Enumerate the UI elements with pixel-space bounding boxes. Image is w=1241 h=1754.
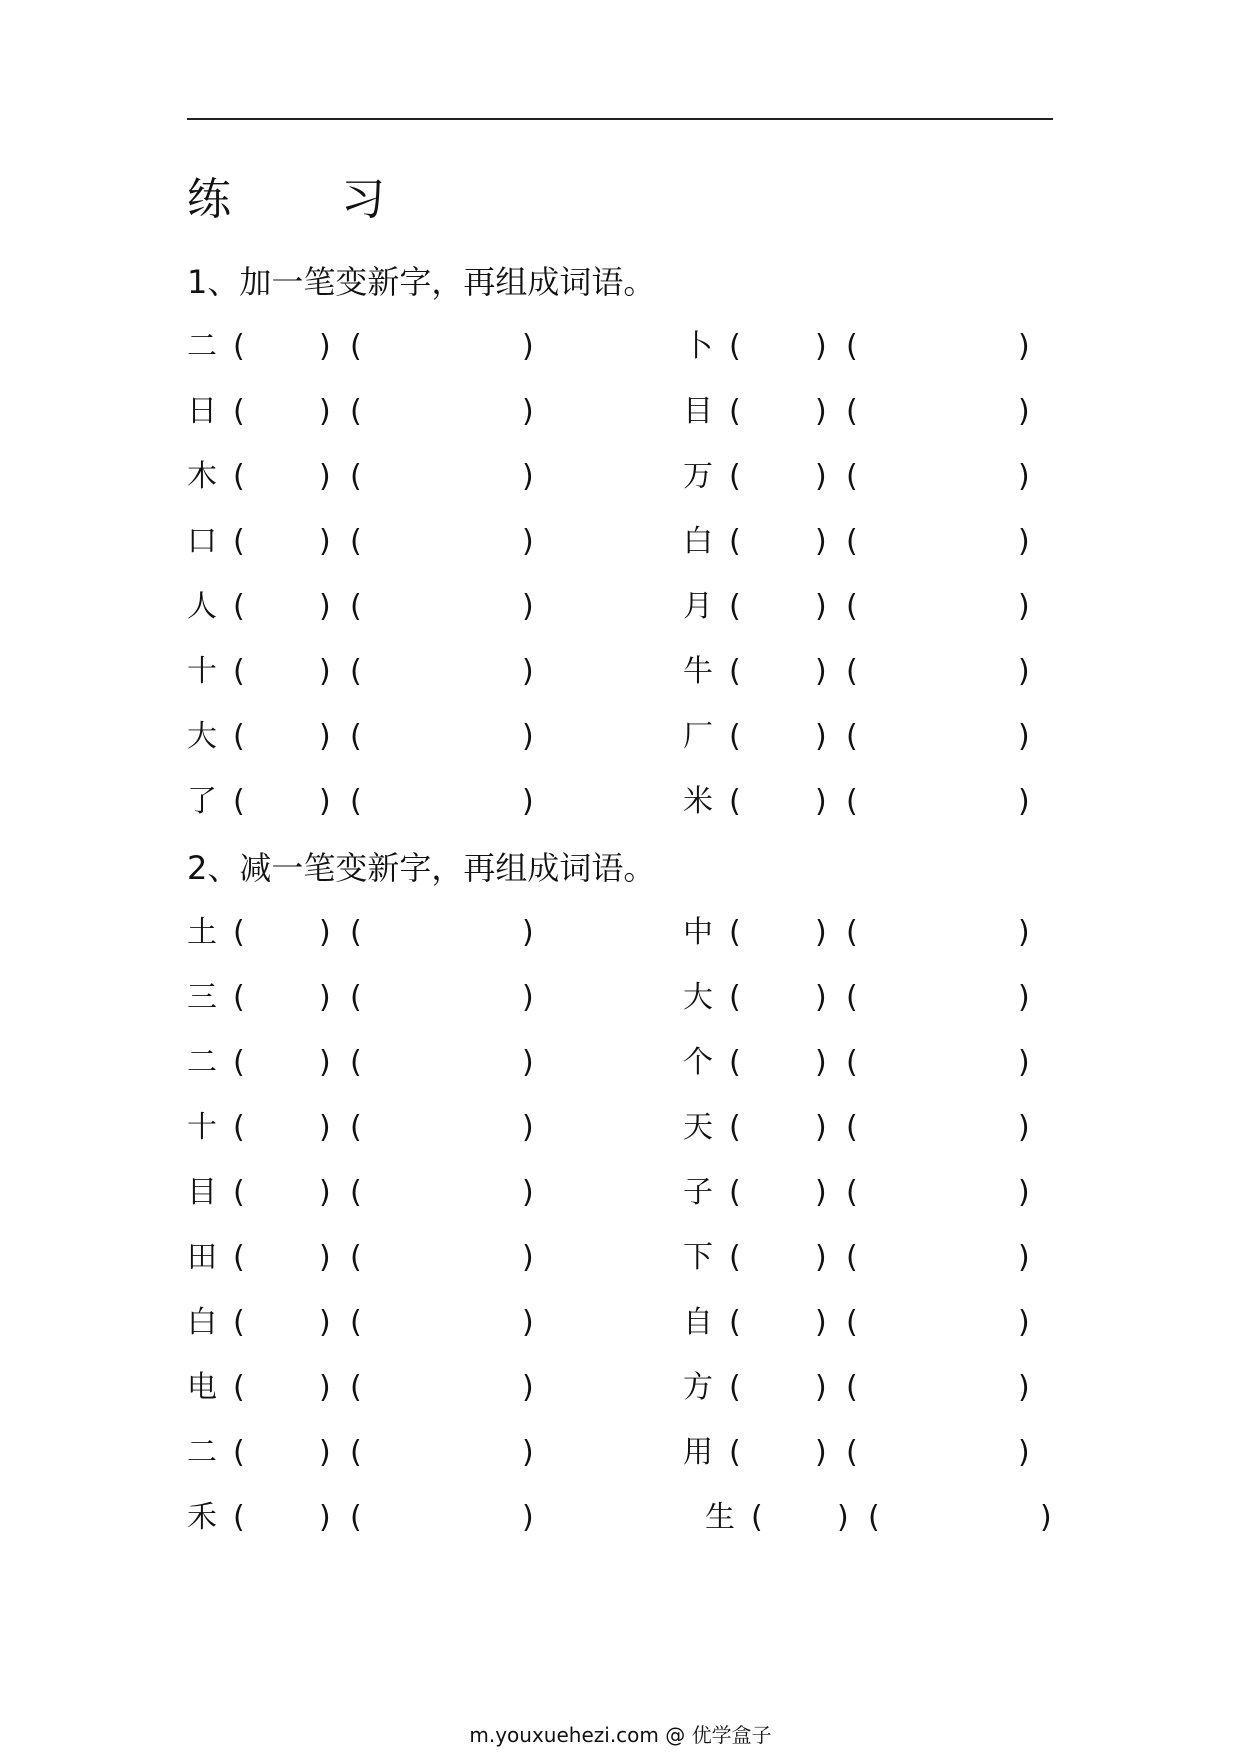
base-character: 牛 bbox=[683, 654, 713, 689]
close-bracket: ) bbox=[1018, 459, 1030, 494]
close-bracket: ) bbox=[522, 1500, 534, 1535]
open-bracket: ( bbox=[729, 1240, 741, 1275]
close-bracket: ) bbox=[319, 459, 331, 494]
base-character: 个 bbox=[683, 1045, 713, 1080]
close-bracket: ) bbox=[1018, 1045, 1030, 1080]
open-bracket: ( bbox=[846, 915, 858, 950]
open-bracket: ( bbox=[233, 719, 245, 754]
open-bracket: ( bbox=[729, 719, 741, 754]
close-bracket: ) bbox=[522, 1305, 534, 1340]
close-bracket: ) bbox=[522, 1370, 534, 1405]
open-bracket: ( bbox=[233, 524, 245, 559]
open-bracket: ( bbox=[729, 394, 741, 429]
close-bracket: ) bbox=[319, 524, 331, 559]
close-bracket: ) bbox=[319, 719, 331, 754]
open-bracket: ( bbox=[350, 915, 362, 950]
base-character: 人 bbox=[187, 589, 217, 624]
close-bracket: ) bbox=[815, 524, 827, 559]
close-bracket: ) bbox=[522, 1175, 534, 1210]
open-bracket: ( bbox=[846, 784, 858, 819]
close-bracket: ) bbox=[815, 1110, 827, 1145]
close-bracket: ) bbox=[522, 719, 534, 754]
open-bracket: ( bbox=[846, 1240, 858, 1275]
close-bracket: ) bbox=[522, 589, 534, 624]
open-bracket: ( bbox=[350, 394, 362, 429]
open-bracket: ( bbox=[729, 784, 741, 819]
open-bracket: ( bbox=[729, 589, 741, 624]
close-bracket: ) bbox=[522, 915, 534, 950]
open-bracket: ( bbox=[350, 1500, 362, 1535]
close-bracket: ) bbox=[815, 654, 827, 689]
base-character: 日 bbox=[187, 394, 217, 429]
base-character: 米 bbox=[683, 784, 713, 819]
open-bracket: ( bbox=[233, 1045, 245, 1080]
open-bracket: ( bbox=[350, 719, 362, 754]
close-bracket: ) bbox=[319, 1435, 331, 1470]
open-bracket: ( bbox=[868, 1500, 880, 1535]
open-bracket: ( bbox=[350, 329, 362, 364]
base-character: 子 bbox=[683, 1175, 713, 1210]
open-bracket: ( bbox=[729, 1370, 741, 1405]
close-bracket: ) bbox=[319, 1240, 331, 1275]
close-bracket: ) bbox=[319, 1110, 331, 1145]
close-bracket: ) bbox=[815, 1435, 827, 1470]
open-bracket: ( bbox=[846, 719, 858, 754]
base-character: 口 bbox=[187, 524, 217, 559]
close-bracket: ) bbox=[1018, 719, 1030, 754]
base-character: 厂 bbox=[683, 719, 713, 754]
open-bracket: ( bbox=[729, 915, 741, 950]
close-bracket: ) bbox=[319, 1305, 331, 1340]
close-bracket: ) bbox=[837, 1500, 849, 1535]
open-bracket: ( bbox=[233, 915, 245, 950]
close-bracket: ) bbox=[815, 459, 827, 494]
open-bracket: ( bbox=[233, 980, 245, 1015]
base-character: 卜 bbox=[683, 329, 713, 364]
close-bracket: ) bbox=[815, 394, 827, 429]
open-bracket: ( bbox=[350, 1305, 362, 1340]
open-bracket: ( bbox=[729, 1305, 741, 1340]
open-bracket: ( bbox=[846, 459, 858, 494]
open-bracket: ( bbox=[350, 1370, 362, 1405]
open-bracket: ( bbox=[350, 1045, 362, 1080]
close-bracket: ) bbox=[1018, 784, 1030, 819]
close-bracket: ) bbox=[522, 1435, 534, 1470]
open-bracket: ( bbox=[846, 589, 858, 624]
open-bracket: ( bbox=[846, 1045, 858, 1080]
base-character: 十 bbox=[187, 1110, 217, 1145]
open-bracket: ( bbox=[350, 1175, 362, 1210]
open-bracket: ( bbox=[846, 524, 858, 559]
close-bracket: ) bbox=[815, 784, 827, 819]
open-bracket: ( bbox=[350, 1110, 362, 1145]
page-title: 练 习 bbox=[187, 174, 433, 225]
open-bracket: ( bbox=[233, 459, 245, 494]
close-bracket: ) bbox=[319, 329, 331, 364]
open-bracket: ( bbox=[350, 1435, 362, 1470]
open-bracket: ( bbox=[729, 654, 741, 689]
close-bracket: ) bbox=[815, 1175, 827, 1210]
close-bracket: ) bbox=[319, 1370, 331, 1405]
base-character: 十 bbox=[187, 654, 217, 689]
close-bracket: ) bbox=[522, 1110, 534, 1145]
close-bracket: ) bbox=[522, 524, 534, 559]
open-bracket: ( bbox=[729, 1435, 741, 1470]
close-bracket: ) bbox=[522, 329, 534, 364]
open-bracket: ( bbox=[846, 1175, 858, 1210]
open-bracket: ( bbox=[846, 654, 858, 689]
open-bracket: ( bbox=[729, 1045, 741, 1080]
close-bracket: ) bbox=[815, 980, 827, 1015]
base-character: 了 bbox=[187, 784, 217, 819]
base-character: 天 bbox=[683, 1110, 713, 1145]
open-bracket: ( bbox=[350, 654, 362, 689]
close-bracket: ) bbox=[319, 980, 331, 1015]
open-bracket: ( bbox=[233, 1500, 245, 1535]
open-bracket: ( bbox=[350, 784, 362, 819]
close-bracket: ) bbox=[522, 1240, 534, 1275]
base-character: 大 bbox=[683, 980, 713, 1015]
close-bracket: ) bbox=[522, 980, 534, 1015]
open-bracket: ( bbox=[233, 1240, 245, 1275]
open-bracket: ( bbox=[350, 1240, 362, 1275]
open-bracket: ( bbox=[846, 1435, 858, 1470]
base-character: 方 bbox=[683, 1370, 713, 1405]
open-bracket: ( bbox=[233, 1110, 245, 1145]
close-bracket: ) bbox=[319, 915, 331, 950]
open-bracket: ( bbox=[729, 1110, 741, 1145]
open-bracket: ( bbox=[233, 654, 245, 689]
close-bracket: ) bbox=[1018, 524, 1030, 559]
base-character: 自 bbox=[683, 1305, 713, 1340]
close-bracket: ) bbox=[1018, 1370, 1030, 1405]
open-bracket: ( bbox=[233, 1305, 245, 1340]
open-bracket: ( bbox=[729, 1175, 741, 1210]
close-bracket: ) bbox=[1018, 1435, 1030, 1470]
close-bracket: ) bbox=[1018, 394, 1030, 429]
base-character: 目 bbox=[683, 394, 713, 429]
open-bracket: ( bbox=[350, 459, 362, 494]
open-bracket: ( bbox=[846, 329, 858, 364]
close-bracket: ) bbox=[1018, 980, 1030, 1015]
base-character: 生 bbox=[705, 1500, 735, 1535]
open-bracket: ( bbox=[729, 459, 741, 494]
base-character: 二 bbox=[187, 1435, 217, 1470]
close-bracket: ) bbox=[815, 1370, 827, 1405]
close-bracket: ) bbox=[1040, 1500, 1052, 1535]
open-bracket: ( bbox=[233, 784, 245, 819]
open-bracket: ( bbox=[729, 524, 741, 559]
close-bracket: ) bbox=[522, 394, 534, 429]
base-character: 中 bbox=[683, 915, 713, 950]
open-bracket: ( bbox=[233, 1175, 245, 1210]
base-character: 禾 bbox=[187, 1500, 217, 1535]
base-character: 电 bbox=[187, 1370, 217, 1405]
close-bracket: ) bbox=[1018, 654, 1030, 689]
open-bracket: ( bbox=[846, 980, 858, 1015]
close-bracket: ) bbox=[1018, 1175, 1030, 1210]
close-bracket: ) bbox=[522, 784, 534, 819]
close-bracket: ) bbox=[815, 329, 827, 364]
base-character: 下 bbox=[683, 1240, 713, 1275]
base-character: 白 bbox=[187, 1305, 217, 1340]
base-character: 目 bbox=[187, 1175, 217, 1210]
close-bracket: ) bbox=[1018, 589, 1030, 624]
base-character: 土 bbox=[187, 915, 217, 950]
open-bracket: ( bbox=[233, 1435, 245, 1470]
close-bracket: ) bbox=[319, 1175, 331, 1210]
close-bracket: ) bbox=[319, 654, 331, 689]
close-bracket: ) bbox=[319, 784, 331, 819]
base-character: 大 bbox=[187, 719, 217, 754]
open-bracket: ( bbox=[751, 1500, 763, 1535]
close-bracket: ) bbox=[815, 719, 827, 754]
close-bracket: ) bbox=[1018, 915, 1030, 950]
base-character: 月 bbox=[683, 589, 713, 624]
base-character: 二 bbox=[187, 329, 217, 364]
close-bracket: ) bbox=[319, 589, 331, 624]
close-bracket: ) bbox=[319, 1500, 331, 1535]
base-character: 木 bbox=[187, 459, 217, 494]
close-bracket: ) bbox=[815, 589, 827, 624]
open-bracket: ( bbox=[846, 394, 858, 429]
open-bracket: ( bbox=[846, 1305, 858, 1340]
section1-heading: 1、加一笔变新字，再组成词语。 bbox=[187, 263, 656, 301]
open-bracket: ( bbox=[350, 980, 362, 1015]
close-bracket: ) bbox=[815, 1305, 827, 1340]
open-bracket: ( bbox=[350, 589, 362, 624]
section2-heading: 2、减一笔变新字，再组成词语。 bbox=[187, 849, 656, 887]
close-bracket: ) bbox=[522, 654, 534, 689]
open-bracket: ( bbox=[846, 1370, 858, 1405]
close-bracket: ) bbox=[1018, 1110, 1030, 1145]
open-bracket: ( bbox=[233, 1370, 245, 1405]
close-bracket: ) bbox=[522, 1045, 534, 1080]
base-character: 三 bbox=[187, 980, 217, 1015]
open-bracket: ( bbox=[350, 524, 362, 559]
close-bracket: ) bbox=[815, 1045, 827, 1080]
close-bracket: ) bbox=[1018, 1305, 1030, 1340]
top-rule bbox=[187, 118, 1053, 120]
close-bracket: ) bbox=[319, 394, 331, 429]
close-bracket: ) bbox=[815, 915, 827, 950]
close-bracket: ) bbox=[815, 1240, 827, 1275]
open-bracket: ( bbox=[233, 329, 245, 364]
base-character: 万 bbox=[683, 459, 713, 494]
base-character: 田 bbox=[187, 1240, 217, 1275]
open-bracket: ( bbox=[729, 329, 741, 364]
base-character: 二 bbox=[187, 1045, 217, 1080]
base-character: 白 bbox=[683, 524, 713, 559]
close-bracket: ) bbox=[1018, 329, 1030, 364]
open-bracket: ( bbox=[846, 1110, 858, 1145]
open-bracket: ( bbox=[233, 394, 245, 429]
footer-text: m.youxuehezi.com @ 优学盒子 bbox=[469, 1723, 772, 1747]
close-bracket: ) bbox=[522, 459, 534, 494]
base-character: 用 bbox=[683, 1435, 713, 1470]
close-bracket: ) bbox=[1018, 1240, 1030, 1275]
open-bracket: ( bbox=[233, 589, 245, 624]
open-bracket: ( bbox=[729, 980, 741, 1015]
close-bracket: ) bbox=[319, 1045, 331, 1080]
